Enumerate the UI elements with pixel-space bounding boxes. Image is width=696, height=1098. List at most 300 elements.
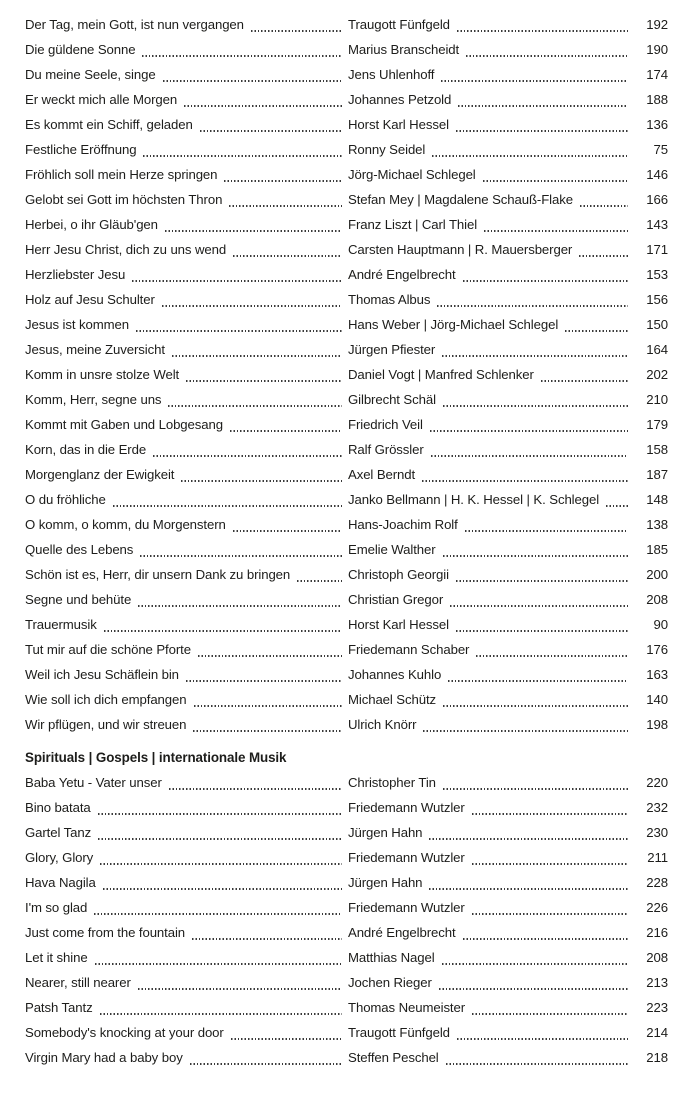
entry-composer: Horst Karl Hessel bbox=[348, 117, 449, 132]
entry-composer: Carsten Hauptmann | R. Mauersberger bbox=[348, 242, 573, 257]
dot-leader bbox=[472, 895, 628, 920]
entry-page: 230 bbox=[646, 825, 668, 840]
entry-composer: Friedemann Wutzler bbox=[348, 800, 465, 815]
composer-cell bbox=[348, 795, 668, 820]
entry-title: O komm, o komm, du Morgenstern bbox=[25, 517, 226, 532]
dot-leader bbox=[251, 12, 342, 37]
entry-composer: Marius Branscheidt bbox=[348, 42, 460, 57]
title-cell bbox=[25, 637, 348, 662]
dot-leader bbox=[186, 362, 342, 387]
composer-cell bbox=[348, 12, 668, 37]
entry-composer: Ralf Grössler bbox=[348, 442, 424, 457]
dot-leader bbox=[94, 895, 342, 920]
entry-title: Herzliebster Jesu bbox=[25, 267, 126, 282]
title-cell bbox=[25, 212, 348, 237]
title-cell bbox=[25, 970, 348, 995]
entry-title: Er weckt mich alle Morgen bbox=[25, 92, 178, 107]
entry-page: 198 bbox=[646, 717, 668, 732]
entry-page: 136 bbox=[646, 117, 668, 132]
dot-leader bbox=[429, 820, 628, 845]
toc-row bbox=[25, 462, 668, 487]
entry-title: Korn, das in die Erde bbox=[25, 442, 147, 457]
dot-leader bbox=[606, 487, 628, 512]
entry-page: 163 bbox=[646, 667, 668, 682]
toc-row bbox=[25, 37, 668, 62]
entry-page: 188 bbox=[646, 92, 668, 107]
dot-leader bbox=[463, 262, 628, 287]
entry-page: 192 bbox=[646, 17, 668, 32]
composer-cell bbox=[348, 995, 668, 1020]
dot-leader bbox=[193, 712, 342, 737]
entry-title: Somebody's knocking at your door bbox=[25, 1025, 224, 1040]
entry-title: Trauermusik bbox=[25, 617, 97, 632]
composer-cell bbox=[348, 537, 668, 562]
entry-composer: André Engelbrecht bbox=[348, 267, 456, 282]
entry-composer: Christian Gregor bbox=[348, 592, 444, 607]
dot-leader bbox=[224, 162, 342, 187]
entry-composer: Hans-Joachim Rolf bbox=[348, 517, 458, 532]
entry-composer: Friedrich Veil bbox=[348, 417, 423, 432]
entry-page: 223 bbox=[646, 1000, 668, 1015]
entry-composer: Thomas Albus bbox=[348, 292, 431, 307]
entry-composer: Hans Weber | Jörg-Michael Schlegel bbox=[348, 317, 559, 332]
title-cell bbox=[25, 287, 348, 312]
composer-cell bbox=[348, 412, 668, 437]
toc-row bbox=[25, 537, 668, 562]
toc-row bbox=[25, 920, 668, 945]
entry-composer: Jochen Rieger bbox=[348, 975, 432, 990]
title-cell bbox=[25, 387, 348, 412]
entry-composer: Johannes Petzold bbox=[348, 92, 452, 107]
dot-leader bbox=[162, 287, 342, 312]
entry-composer: Friedemann Wutzler bbox=[348, 900, 465, 915]
toc-row bbox=[25, 512, 668, 537]
entry-page: 166 bbox=[646, 192, 668, 207]
composer-cell bbox=[348, 945, 668, 970]
entry-page: 208 bbox=[646, 950, 668, 965]
dot-leader bbox=[465, 512, 628, 537]
composer-cell bbox=[348, 662, 668, 687]
title-cell bbox=[25, 1020, 348, 1045]
entry-composer: Ulrich Knörr bbox=[348, 717, 417, 732]
entry-composer: Jürgen Hahn bbox=[348, 825, 423, 840]
entry-composer: Daniel Vogt | Manfred Schlenker bbox=[348, 367, 534, 382]
entry-composer: Friedemann Wutzler bbox=[348, 850, 465, 865]
dot-leader bbox=[190, 1045, 342, 1070]
dot-leader bbox=[472, 995, 628, 1020]
dot-leader bbox=[297, 562, 342, 587]
dot-leader bbox=[186, 662, 342, 687]
composer-cell bbox=[348, 1020, 668, 1045]
dot-leader bbox=[457, 12, 628, 37]
dot-leader bbox=[153, 437, 342, 462]
toc-row bbox=[25, 112, 668, 137]
entry-composer: Christoph Georgii bbox=[348, 567, 449, 582]
toc-row bbox=[25, 612, 668, 637]
entry-composer: Ronny Seidel bbox=[348, 142, 426, 157]
dot-leader bbox=[565, 312, 628, 337]
entry-title: Bino batata bbox=[25, 800, 91, 815]
entry-page: 148 bbox=[646, 492, 668, 507]
title-cell bbox=[25, 462, 348, 487]
entry-composer: Horst Karl Hessel bbox=[348, 617, 449, 632]
dot-leader bbox=[104, 612, 342, 637]
entry-page: 176 bbox=[646, 642, 668, 657]
composer-cell bbox=[348, 112, 668, 137]
dot-leader bbox=[100, 995, 342, 1020]
toc-row bbox=[25, 137, 668, 162]
dot-leader bbox=[443, 537, 628, 562]
entry-page: 140 bbox=[646, 692, 668, 707]
dot-leader bbox=[580, 187, 628, 212]
composer-cell bbox=[348, 487, 668, 512]
entry-page: 213 bbox=[646, 975, 668, 990]
entry-composer: Traugott Fünfgeld bbox=[348, 1025, 450, 1040]
composer-cell bbox=[348, 870, 668, 895]
toc-row bbox=[25, 237, 668, 262]
composer-cell bbox=[348, 612, 668, 637]
composer-cell bbox=[348, 212, 668, 237]
dot-leader bbox=[233, 237, 342, 262]
composer-cell bbox=[348, 512, 668, 537]
entry-title: Holz auf Jesu Schulter bbox=[25, 292, 155, 307]
title-cell bbox=[25, 945, 348, 970]
title-cell bbox=[25, 162, 348, 187]
toc-row bbox=[25, 1045, 668, 1070]
entry-page: 190 bbox=[646, 42, 668, 57]
dot-leader bbox=[113, 487, 342, 512]
title-cell bbox=[25, 187, 348, 212]
entry-page: 156 bbox=[646, 292, 668, 307]
title-cell bbox=[25, 920, 348, 945]
entry-title: Quelle des Lebens bbox=[25, 542, 134, 557]
dot-leader bbox=[140, 537, 342, 562]
title-cell bbox=[25, 537, 348, 562]
entry-title: Komm in unsre stolze Welt bbox=[25, 367, 180, 382]
entry-composer: Stefan Mey | Magdalene Schauß-Flake bbox=[348, 192, 573, 207]
dot-leader bbox=[181, 462, 342, 487]
entry-title: Let it shine bbox=[25, 950, 88, 965]
entry-page: 211 bbox=[647, 850, 668, 865]
entry-page: 200 bbox=[646, 567, 668, 582]
composer-cell bbox=[348, 1045, 668, 1070]
title-cell bbox=[25, 237, 348, 262]
dot-leader bbox=[456, 112, 628, 137]
toc-row bbox=[25, 795, 668, 820]
dot-leader bbox=[138, 970, 342, 995]
entry-page: 187 bbox=[646, 467, 668, 482]
entry-composer: Jörg-Michael Schlegel bbox=[348, 167, 476, 182]
toc-row bbox=[25, 162, 668, 187]
entry-page: 220 bbox=[646, 775, 668, 790]
entry-composer: Matthias Nagel bbox=[348, 950, 435, 965]
entry-title: Baba Yetu - Vater unser bbox=[25, 775, 162, 790]
entry-page: 171 bbox=[646, 242, 668, 257]
dot-leader bbox=[458, 87, 628, 112]
dot-leader bbox=[136, 312, 342, 337]
entry-title: Herbei, o ihr Gläub'gen bbox=[25, 217, 158, 232]
composer-cell bbox=[348, 37, 668, 62]
dot-leader bbox=[476, 637, 628, 662]
toc-row bbox=[25, 662, 668, 687]
entry-title: Wie soll ich dich empfangen bbox=[25, 692, 187, 707]
dot-leader bbox=[446, 1045, 628, 1070]
entry-title: Es kommt ein Schiff, geladen bbox=[25, 117, 193, 132]
toc-row bbox=[25, 712, 668, 737]
dot-leader bbox=[229, 187, 342, 212]
composer-cell bbox=[348, 137, 668, 162]
section-heading: Spirituals | Gospels | internationale Musik bbox=[25, 750, 287, 765]
composer-cell bbox=[348, 262, 668, 287]
entry-composer: Axel Berndt bbox=[348, 467, 416, 482]
composer-cell bbox=[348, 687, 668, 712]
toc-row bbox=[25, 820, 668, 845]
dot-leader bbox=[423, 712, 628, 737]
entry-title: Weil ich Jesu Schäflein bin bbox=[25, 667, 179, 682]
entry-title: Jesus ist kommen bbox=[25, 317, 129, 332]
dot-leader bbox=[98, 795, 342, 820]
title-cell bbox=[25, 870, 348, 895]
entry-page: 228 bbox=[646, 875, 668, 890]
dot-leader bbox=[456, 562, 628, 587]
entry-page: 208 bbox=[646, 592, 668, 607]
entry-page: 143 bbox=[646, 217, 668, 232]
dot-leader bbox=[132, 262, 342, 287]
dot-leader bbox=[441, 62, 628, 87]
dot-leader bbox=[138, 587, 342, 612]
composer-cell bbox=[348, 845, 668, 870]
toc-row bbox=[25, 587, 668, 612]
toc-row bbox=[25, 1020, 668, 1045]
title-cell bbox=[25, 337, 348, 362]
entry-composer: Johannes Kuhlo bbox=[348, 667, 442, 682]
title-cell bbox=[25, 845, 348, 870]
entry-title: Virgin Mary had a baby boy bbox=[25, 1050, 183, 1065]
entry-composer: Emelie Walther bbox=[348, 542, 436, 557]
title-cell bbox=[25, 612, 348, 637]
entry-page: 202 bbox=[646, 367, 668, 382]
dot-leader bbox=[143, 137, 342, 162]
entry-page: 232 bbox=[646, 800, 668, 815]
toc-row bbox=[25, 945, 668, 970]
dot-leader bbox=[472, 845, 628, 870]
title-cell bbox=[25, 37, 348, 62]
entry-title: Hava Nagila bbox=[25, 875, 96, 890]
entry-composer: Jürgen Hahn bbox=[348, 875, 423, 890]
title-cell bbox=[25, 137, 348, 162]
entry-composer: Jürgen Pfiester bbox=[348, 342, 436, 357]
toc-row bbox=[25, 995, 668, 1020]
composer-cell bbox=[348, 362, 668, 387]
dot-leader bbox=[442, 945, 628, 970]
toc-row bbox=[25, 262, 668, 287]
title-cell bbox=[25, 687, 348, 712]
entry-page: 210 bbox=[646, 392, 668, 407]
toc-sections-container bbox=[25, 12, 668, 1070]
dot-leader bbox=[483, 162, 628, 187]
entry-composer: Jens Uhlenhoff bbox=[348, 67, 435, 82]
composer-cell bbox=[348, 770, 668, 795]
title-cell bbox=[25, 62, 348, 87]
entry-title: Festliche Eröffnung bbox=[25, 142, 137, 157]
dot-leader bbox=[456, 612, 628, 637]
entry-page: 146 bbox=[646, 167, 668, 182]
toc-row bbox=[25, 212, 668, 237]
title-cell bbox=[25, 112, 348, 137]
dot-leader bbox=[463, 920, 628, 945]
dot-leader bbox=[165, 212, 342, 237]
dot-leader bbox=[443, 387, 628, 412]
toc-row bbox=[25, 287, 668, 312]
dot-leader bbox=[100, 845, 342, 870]
entry-composer: Franz Liszt | Carl Thiel bbox=[348, 217, 478, 232]
entry-title: Segne und behüte bbox=[25, 592, 132, 607]
entry-composer: Steffen Peschel bbox=[348, 1050, 439, 1065]
entry-title: Schön ist es, Herr, dir unsern Dank zu bringen bbox=[25, 567, 291, 582]
entry-composer: Janko Bellmann | H. K. Hessel | K. Schlegel bbox=[348, 492, 600, 507]
dot-leader bbox=[172, 337, 342, 362]
dot-leader bbox=[169, 770, 342, 795]
toc-row bbox=[25, 487, 668, 512]
dot-leader bbox=[233, 512, 342, 537]
entry-title: Kommt mit Gaben und Lobgesang bbox=[25, 417, 223, 432]
entry-title: Jesus, meine Zuversicht bbox=[25, 342, 165, 357]
composer-cell bbox=[348, 287, 668, 312]
dot-leader bbox=[457, 1020, 628, 1045]
entry-page: 174 bbox=[646, 67, 668, 82]
dot-leader bbox=[443, 687, 628, 712]
dot-leader bbox=[142, 37, 342, 62]
entry-title: Du meine Seele, singe bbox=[25, 67, 156, 82]
title-cell bbox=[25, 795, 348, 820]
entry-title: Gelobt sei Gott im höchsten Thron bbox=[25, 192, 223, 207]
entry-title: Der Tag, mein Gott, ist nun vergangen bbox=[25, 17, 244, 32]
title-cell bbox=[25, 12, 348, 37]
dot-leader bbox=[579, 237, 628, 262]
dot-leader bbox=[200, 112, 342, 137]
entry-page: 153 bbox=[646, 267, 668, 282]
composer-cell bbox=[348, 820, 668, 845]
composer-cell bbox=[348, 712, 668, 737]
title-cell bbox=[25, 412, 348, 437]
toc-row bbox=[25, 895, 668, 920]
entry-title: Morgenglanz der Ewigkeit bbox=[25, 467, 175, 482]
dot-leader bbox=[430, 412, 628, 437]
toc-row bbox=[25, 362, 668, 387]
composer-cell bbox=[348, 312, 668, 337]
toc-row bbox=[25, 87, 668, 112]
toc-row bbox=[25, 637, 668, 662]
entry-page: 90 bbox=[653, 617, 668, 632]
composer-cell bbox=[348, 462, 668, 487]
entry-page: 214 bbox=[646, 1025, 668, 1040]
composer-cell bbox=[348, 162, 668, 187]
composer-cell bbox=[348, 637, 668, 662]
toc-row bbox=[25, 845, 668, 870]
dot-leader bbox=[442, 337, 628, 362]
entry-composer: André Engelbrecht bbox=[348, 925, 456, 940]
toc-row bbox=[25, 562, 668, 587]
toc-row bbox=[25, 187, 668, 212]
composer-cell bbox=[348, 562, 668, 587]
entry-composer: Michael Schütz bbox=[348, 692, 437, 707]
entry-page: 158 bbox=[646, 442, 668, 457]
entry-composer: Christopher Tin bbox=[348, 775, 436, 790]
entry-title: Glory, Glory bbox=[25, 850, 94, 865]
entry-title: Tut mir auf die schöne Pforte bbox=[25, 642, 191, 657]
composer-cell bbox=[348, 895, 668, 920]
title-cell bbox=[25, 1045, 348, 1070]
title-cell bbox=[25, 770, 348, 795]
composer-cell bbox=[348, 237, 668, 262]
dot-leader bbox=[484, 212, 628, 237]
entry-title: Wir pflügen, und wir streuen bbox=[25, 717, 187, 732]
toc-row bbox=[25, 770, 668, 795]
dot-leader bbox=[472, 795, 628, 820]
dot-leader bbox=[163, 62, 342, 87]
entry-title: Komm, Herr, segne uns bbox=[25, 392, 162, 407]
toc-row bbox=[25, 62, 668, 87]
composer-cell bbox=[348, 187, 668, 212]
title-cell bbox=[25, 662, 348, 687]
entry-page: 164 bbox=[646, 342, 668, 357]
composer-cell bbox=[348, 337, 668, 362]
entry-title: Die güldene Sonne bbox=[25, 42, 136, 57]
dot-leader bbox=[466, 37, 628, 62]
dot-leader bbox=[541, 362, 628, 387]
title-cell bbox=[25, 562, 348, 587]
entry-page: 179 bbox=[646, 417, 668, 432]
title-cell bbox=[25, 262, 348, 287]
composer-cell bbox=[348, 970, 668, 995]
entry-page: 75 bbox=[653, 142, 668, 157]
entry-title: Fröhlich soll mein Herze springen bbox=[25, 167, 218, 182]
toc-row bbox=[25, 437, 668, 462]
toc-row bbox=[25, 870, 668, 895]
title-cell bbox=[25, 437, 348, 462]
title-cell bbox=[25, 87, 348, 112]
dot-leader bbox=[432, 137, 628, 162]
entry-page: 185 bbox=[646, 542, 668, 557]
dot-leader bbox=[437, 287, 628, 312]
dot-leader bbox=[98, 820, 342, 845]
entry-page: 216 bbox=[646, 925, 668, 940]
dot-leader bbox=[231, 1020, 342, 1045]
entry-composer: Gilbrecht Schäl bbox=[348, 392, 436, 407]
dot-leader bbox=[103, 870, 342, 895]
entry-title: Herr Jesu Christ, dich zu uns wend bbox=[25, 242, 227, 257]
dot-leader bbox=[192, 920, 342, 945]
composer-cell bbox=[348, 920, 668, 945]
dot-leader bbox=[450, 587, 628, 612]
title-cell bbox=[25, 487, 348, 512]
toc-row bbox=[25, 337, 668, 362]
composer-cell bbox=[348, 587, 668, 612]
composer-cell bbox=[348, 437, 668, 462]
entry-composer: Traugott Fünfgeld bbox=[348, 17, 450, 32]
dot-leader bbox=[429, 870, 628, 895]
entry-title: Gartel Tanz bbox=[25, 825, 92, 840]
dot-leader bbox=[194, 687, 343, 712]
entry-page: 150 bbox=[646, 317, 668, 332]
entry-title: Just come from the fountain bbox=[25, 925, 186, 940]
entry-title: Nearer, still nearer bbox=[25, 975, 131, 990]
title-cell bbox=[25, 712, 348, 737]
entry-composer: Friedemann Schaber bbox=[348, 642, 470, 657]
toc-row bbox=[25, 12, 668, 37]
dot-leader bbox=[95, 945, 342, 970]
dot-leader bbox=[443, 770, 628, 795]
